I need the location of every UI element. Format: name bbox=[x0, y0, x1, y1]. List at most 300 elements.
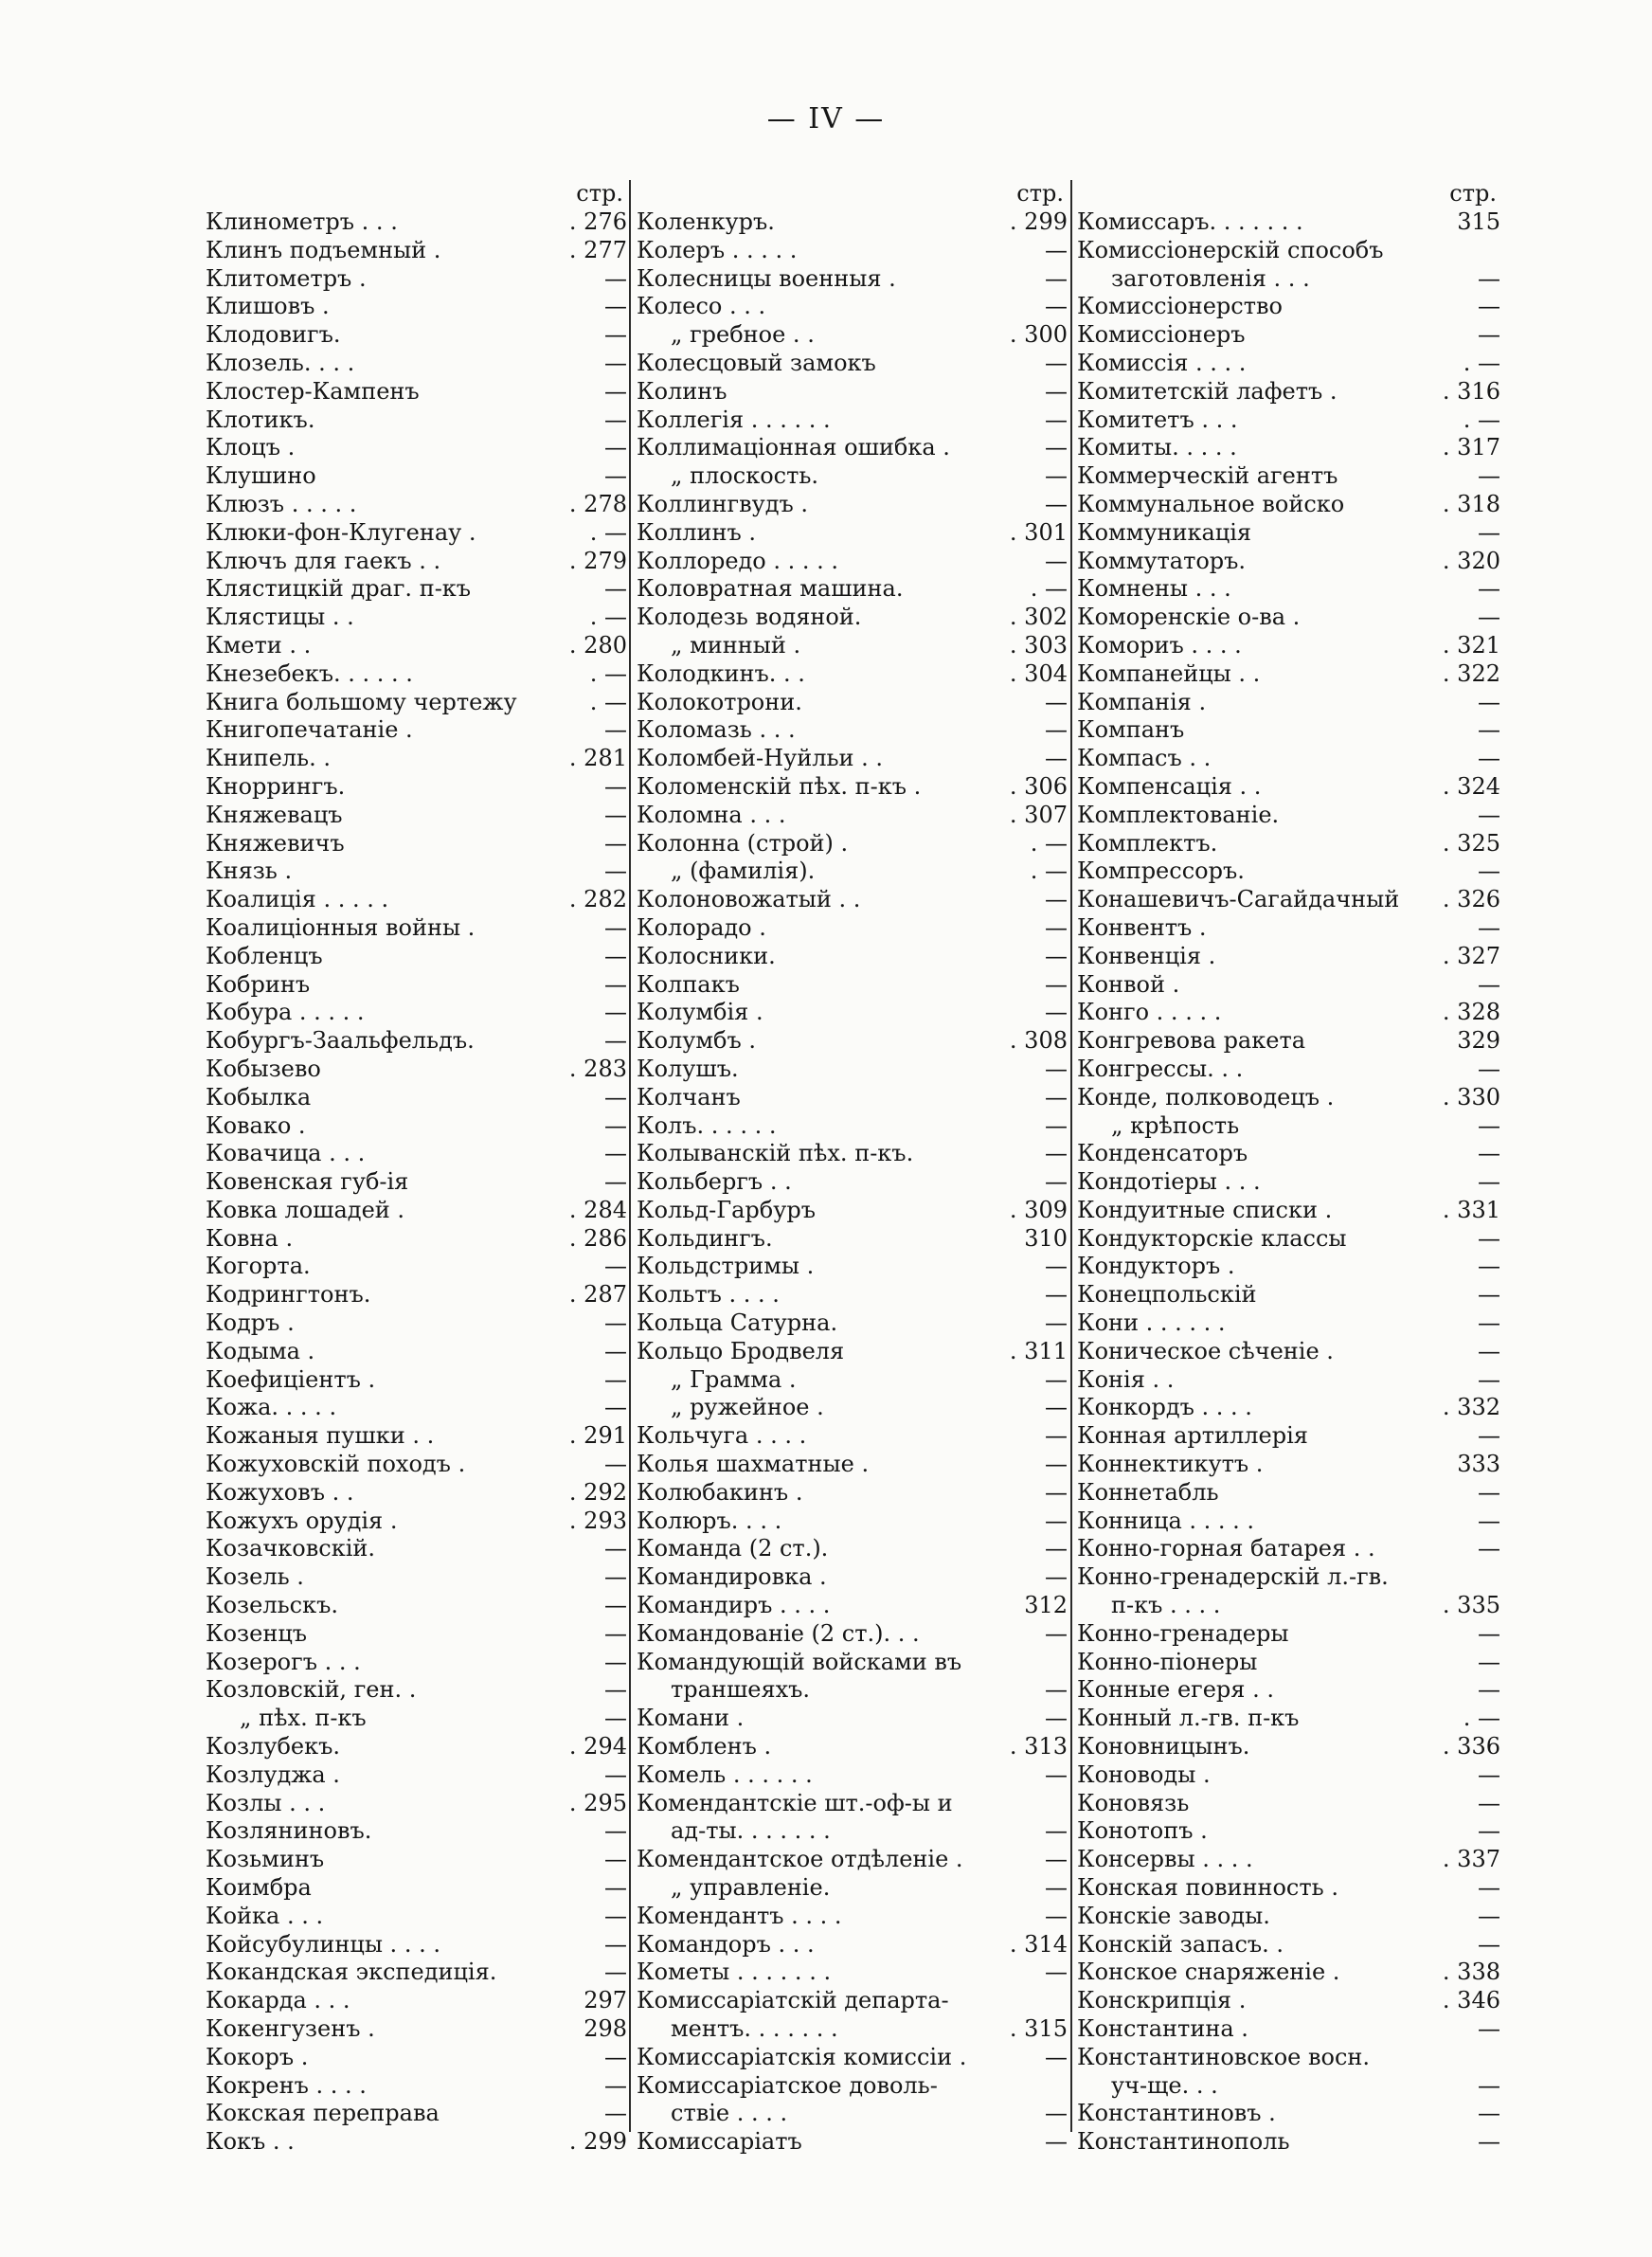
entry-page-number: . 276 bbox=[568, 208, 627, 235]
entry-title: Комель . . . . . . bbox=[637, 1760, 813, 1788]
entry-title: Кожуховъ . . bbox=[206, 1478, 354, 1506]
entry-page-number: — bbox=[604, 2071, 627, 2099]
entry-title: Кобургъ-Заальфельдъ. bbox=[206, 1027, 475, 1055]
entry-page-number: — bbox=[604, 321, 627, 349]
index-entry bbox=[637, 802, 1068, 830]
index-entry bbox=[206, 2100, 627, 2128]
index-entry bbox=[206, 886, 627, 914]
entry-title: Комиссаріатскій департа- bbox=[637, 1987, 949, 2014]
entry-page-number: . 303 bbox=[1009, 631, 1068, 659]
entry-page-number: — bbox=[1478, 1111, 1500, 1139]
index-entry bbox=[1077, 378, 1500, 406]
entry-page-number: — bbox=[604, 1253, 627, 1280]
entry-title: Кобринъ bbox=[206, 970, 311, 998]
entry-title: Комиты. . . . . bbox=[1077, 434, 1237, 461]
entry-title: Комитетъ . . . bbox=[1077, 406, 1238, 433]
entry-page-number: . 282 bbox=[568, 886, 627, 913]
entry-title: Конкордъ . . . . bbox=[1077, 1394, 1252, 1421]
index-entry bbox=[206, 2072, 627, 2101]
entry-page-number: — bbox=[1478, 1902, 1500, 1929]
entry-title: „ крѣпость bbox=[1111, 1111, 1240, 1139]
entry-title: Конно-гренадерскій л.-гв. bbox=[1077, 1563, 1389, 1591]
entry-page-number: — bbox=[1478, 2128, 1500, 2156]
index-entry bbox=[637, 2128, 1068, 2157]
column-page-label: стр. bbox=[576, 180, 623, 207]
entry-page-number: . — bbox=[1463, 349, 1500, 376]
entry-page-number: — bbox=[604, 1140, 627, 1167]
index-entry bbox=[1077, 1959, 1500, 1987]
entry-page-number: — bbox=[604, 1959, 627, 1986]
entry-title: Книга большому чертежу bbox=[206, 688, 517, 715]
index-entry bbox=[1077, 886, 1500, 914]
index-entry bbox=[637, 886, 1068, 914]
index-entry bbox=[206, 1338, 627, 1366]
entry-page-number: . 294 bbox=[568, 1733, 627, 1760]
entry-page-number: — bbox=[1478, 2100, 1500, 2127]
index-entry bbox=[1077, 773, 1500, 802]
entry-title: Компрессоръ. bbox=[1077, 858, 1245, 885]
entry-page-number: — bbox=[1478, 745, 1500, 772]
entry-title: Компанія . bbox=[1077, 688, 1207, 715]
entry-title: Колчанъ bbox=[637, 1083, 741, 1110]
entry-page-number: . 304 bbox=[1009, 659, 1068, 687]
entry-title: Козельскъ. bbox=[206, 1592, 338, 1619]
entry-title: Комиссаріатъ bbox=[637, 2128, 802, 2156]
index-entry bbox=[637, 1422, 1068, 1451]
entry-title: Кобызево bbox=[206, 1055, 321, 1082]
entry-title: Коморенскіе о-ва . bbox=[1077, 604, 1301, 631]
entry-title: Команда (2 ст.). bbox=[637, 1535, 829, 1562]
index-entry bbox=[1077, 1508, 1500, 1536]
index-entry bbox=[1077, 1112, 1500, 1141]
entry-page-number: — bbox=[1478, 1140, 1500, 1167]
index-entry bbox=[637, 1027, 1068, 1056]
entry-page-number: 312 bbox=[1024, 1592, 1068, 1619]
entry-title: „ управленіе. bbox=[671, 1874, 831, 1902]
entry-title: Козловскій, ген. . bbox=[206, 1676, 417, 1704]
entry-title: Консервы . . . . bbox=[1077, 1846, 1253, 1873]
entry-page-number: . 308 bbox=[1009, 1027, 1068, 1055]
entry-page-number: — bbox=[1045, 942, 1068, 969]
entry-page-number: . 283 bbox=[568, 1055, 627, 1082]
index-entry bbox=[637, 1649, 1068, 1677]
entry-page-number: — bbox=[1045, 745, 1068, 772]
entry-title: Княжевичъ bbox=[206, 829, 345, 857]
index-entry bbox=[206, 1903, 627, 1931]
entry-title: Комбленъ . bbox=[637, 1733, 772, 1760]
entry-title: Комендантъ . . . . bbox=[637, 1902, 842, 1929]
entry-page-number: — bbox=[1045, 236, 1068, 263]
entry-page-number: — bbox=[1478, 1365, 1500, 1393]
entry-page-number: — bbox=[1478, 1676, 1500, 1704]
index-entry bbox=[1077, 406, 1500, 435]
entry-title: Кольд-Гарбуръ bbox=[637, 1196, 816, 1223]
entry-title: Комиссіонерскій способъ bbox=[1077, 236, 1384, 263]
index-entry bbox=[637, 716, 1068, 745]
index-entry bbox=[206, 1846, 627, 1874]
entry-title: Конде, полководецъ . bbox=[1077, 1083, 1335, 1110]
entry-title: Конгрессы. . . bbox=[1077, 1055, 1244, 1082]
entry-page-number: — bbox=[604, 293, 627, 320]
index-entry bbox=[1077, 462, 1500, 491]
entry-title: Константиновское восн. bbox=[1077, 2043, 1371, 2070]
entry-title: Комитетскій лафетъ . bbox=[1077, 377, 1338, 405]
index-entry bbox=[637, 1790, 1068, 1818]
entry-title: Компасъ . . bbox=[1077, 745, 1212, 772]
entry-page-number: — bbox=[604, 913, 627, 941]
entry-title: Конвенція . bbox=[1077, 942, 1216, 969]
entry-title: Койка . . . bbox=[206, 1902, 324, 1929]
entry-title: Козенцъ bbox=[206, 1619, 308, 1647]
entry-title: Конскіе заводы. bbox=[1077, 1902, 1270, 1929]
entry-page-number: . 281 bbox=[568, 745, 627, 772]
index-entry bbox=[1077, 1394, 1500, 1422]
entry-title: Конго . . . . . bbox=[1077, 999, 1222, 1026]
index-entry bbox=[1077, 350, 1500, 378]
entry-title: Кожа. . . . . bbox=[206, 1394, 337, 1421]
entry-title: Коллегія . . . . . . bbox=[637, 406, 831, 433]
entry-title: Колокотрони. bbox=[637, 688, 802, 715]
index-entry bbox=[206, 1761, 627, 1790]
entry-page-number: — bbox=[604, 1902, 627, 1929]
index-entry bbox=[637, 462, 1068, 491]
entry-title: Кольца Сатурна. bbox=[637, 1309, 838, 1337]
column-page-label: стр. bbox=[1449, 180, 1497, 207]
index-entry bbox=[637, 1705, 1068, 1733]
entry-title: Козьминъ bbox=[206, 1846, 325, 1873]
index-entry bbox=[637, 604, 1068, 632]
index-entry bbox=[637, 1931, 1068, 1959]
index-entry bbox=[637, 293, 1068, 321]
entry-title: Комиссаріатское доволь- bbox=[637, 2071, 938, 2099]
entry-page-number: — bbox=[1478, 913, 1500, 941]
entry-title: Ключъ для гаекъ . . bbox=[206, 547, 441, 574]
index-entry bbox=[637, 1281, 1068, 1309]
column-page-label: стр. bbox=[1016, 180, 1064, 207]
entry-page-number: — bbox=[1045, 688, 1068, 715]
entry-title: Клястицы . . bbox=[206, 604, 354, 631]
index-entry bbox=[206, 378, 627, 406]
index-entry bbox=[206, 462, 627, 491]
entry-title: Колюръ. . . . bbox=[637, 1507, 782, 1534]
entry-page-number: . 320 bbox=[1442, 547, 1500, 574]
index-entry bbox=[1077, 434, 1500, 462]
entry-title: Колесницы военныя . bbox=[637, 264, 896, 292]
entry-page-number: — bbox=[604, 1337, 627, 1364]
entry-page-number: — bbox=[1045, 1168, 1068, 1196]
entry-title: Комориъ . . . . bbox=[1077, 631, 1242, 659]
entry-title: Клодовигъ. bbox=[206, 321, 341, 349]
index-entry bbox=[206, 1676, 627, 1705]
entry-title: Комани . bbox=[637, 1705, 745, 1732]
entry-title: Кнезебекъ. . . . . . bbox=[206, 659, 413, 687]
entry-title: Кодыма . bbox=[206, 1337, 315, 1364]
entry-title: Коммуникація bbox=[1077, 518, 1252, 546]
entry-page-number: — bbox=[1478, 688, 1500, 715]
entry-title: Командиръ . . . . bbox=[637, 1592, 831, 1619]
index-entry bbox=[206, 716, 627, 745]
index-entry bbox=[637, 971, 1068, 1000]
entry-title: Кобура . . . . . bbox=[206, 999, 365, 1026]
index-entry bbox=[1077, 2044, 1500, 2072]
entry-title: Константинополь bbox=[1077, 2128, 1290, 2156]
index-entry bbox=[637, 632, 1068, 660]
index-entry bbox=[1077, 689, 1500, 717]
index-entry bbox=[637, 1563, 1068, 1592]
index-entry bbox=[637, 1874, 1068, 1903]
entry-title: Клишовъ . bbox=[206, 293, 330, 320]
entry-page-number: 297 bbox=[584, 1987, 627, 2014]
entry-page-number: — bbox=[604, 2100, 627, 2127]
index-entry bbox=[1077, 293, 1500, 321]
index-entry bbox=[1077, 1761, 1500, 1790]
entry-title: Кольчуга . . . . bbox=[637, 1422, 807, 1450]
entry-title: Коннетабль bbox=[1077, 1478, 1219, 1506]
entry-page-number: . 299 bbox=[1009, 208, 1068, 235]
entry-title: Колодкинъ. . . bbox=[637, 659, 805, 687]
index-entry bbox=[206, 971, 627, 1000]
index-entry bbox=[637, 265, 1068, 294]
entry-title: Княжевацъ bbox=[206, 801, 343, 828]
entry-page-number: — bbox=[1045, 293, 1068, 320]
index-entry bbox=[637, 378, 1068, 406]
entry-page-number: . 327 bbox=[1442, 942, 1500, 969]
index-entry bbox=[206, 1592, 627, 1620]
entry-page-number: . 316 bbox=[1442, 377, 1500, 405]
entry-title: Ковна . bbox=[206, 1224, 294, 1252]
entry-page-number: — bbox=[1478, 1874, 1500, 1902]
entry-page-number: — bbox=[1478, 801, 1500, 828]
page-header: — IV — bbox=[766, 102, 886, 135]
index-entry bbox=[206, 491, 627, 519]
entry-title: Комиссіонеръ bbox=[1077, 321, 1246, 349]
entry-title: Клинометръ . . . bbox=[206, 208, 398, 235]
entry-page-number: . 307 bbox=[1009, 801, 1068, 828]
entry-title: Кондукторскіе классы bbox=[1077, 1224, 1347, 1252]
entry-page-number: — bbox=[1045, 1676, 1068, 1704]
index-entry bbox=[1077, 971, 1500, 1000]
entry-page-number: . 315 bbox=[1009, 2015, 1068, 2042]
entry-title: Коммунальное войско bbox=[1077, 490, 1345, 517]
index-entry bbox=[637, 1253, 1068, 1281]
index-entry bbox=[637, 830, 1068, 858]
entry-page-number: — bbox=[1478, 1535, 1500, 1562]
index-entry bbox=[1077, 858, 1500, 886]
entry-title: Кобленцъ bbox=[206, 942, 323, 969]
entry-page-number: — bbox=[1478, 1930, 1500, 1958]
index-entry bbox=[637, 1479, 1068, 1508]
index-entry bbox=[1077, 1225, 1500, 1254]
entry-title: Колесцовый замокъ bbox=[637, 349, 876, 376]
entry-title: Коническое сѣченіе . bbox=[1077, 1337, 1334, 1364]
entry-title: Ковако . bbox=[206, 1111, 306, 1139]
entry-page-number: — bbox=[1045, 1760, 1068, 1788]
entry-page-number: — bbox=[604, 1563, 627, 1591]
entry-page-number: — bbox=[604, 1365, 627, 1393]
index-entry bbox=[1077, 745, 1500, 773]
entry-page-number: — bbox=[1045, 1535, 1068, 1562]
entry-title: Книпель. . bbox=[206, 745, 331, 772]
entry-page-number: — bbox=[604, 1676, 627, 1704]
index-entry bbox=[637, 1394, 1068, 1422]
entry-page-number: . 314 bbox=[1009, 1930, 1068, 1958]
index-entry bbox=[206, 1987, 627, 2015]
index-entry bbox=[1077, 1197, 1500, 1225]
index-entry bbox=[1077, 519, 1500, 548]
entry-page-number: — bbox=[1045, 1309, 1068, 1337]
index-entry bbox=[206, 548, 627, 576]
index-entry bbox=[206, 773, 627, 802]
index-entry bbox=[637, 1761, 1068, 1790]
entry-title: Командующій войсками въ bbox=[637, 1648, 962, 1675]
entry-title: Конашевичъ-Сагайдачный bbox=[1077, 886, 1400, 913]
index-entry bbox=[1077, 575, 1500, 604]
entry-page-number: — bbox=[604, 999, 627, 1026]
entry-page-number: — bbox=[1045, 1422, 1068, 1450]
index-entry bbox=[1077, 802, 1500, 830]
index-entry bbox=[637, 350, 1068, 378]
index-entry bbox=[637, 1084, 1068, 1112]
entry-page-number: . 326 bbox=[1442, 886, 1500, 913]
entry-title: Коновницынъ. bbox=[1077, 1733, 1250, 1760]
index-entry bbox=[1077, 2128, 1500, 2157]
entry-title: Клястицкій драг. п-къ bbox=[206, 575, 472, 603]
index-entry bbox=[206, 1225, 627, 1254]
entry-title: Конные егеря . . bbox=[1077, 1676, 1274, 1704]
index-entry bbox=[206, 321, 627, 350]
entry-title: Колыванскій пѣх. п-къ. bbox=[637, 1140, 914, 1167]
index-entry bbox=[206, 1197, 627, 1225]
index-entry bbox=[1077, 1931, 1500, 1959]
entry-title: Козлуджа . bbox=[206, 1760, 340, 1788]
entry-title: Кольтъ . . . . bbox=[637, 1281, 780, 1309]
entry-title: Кодръ . bbox=[206, 1309, 295, 1337]
entry-title: Когорта. bbox=[206, 1253, 311, 1280]
entry-title: Конское снаряженіе . bbox=[1077, 1959, 1340, 1986]
index-entry bbox=[637, 1338, 1068, 1366]
entry-page-number: — bbox=[604, 1874, 627, 1902]
entry-page-number: — bbox=[1478, 293, 1500, 320]
entry-page-number: — bbox=[1478, 1309, 1500, 1337]
entry-page-number: . 291 bbox=[568, 1422, 627, 1450]
entry-page-number: — bbox=[1478, 1817, 1500, 1845]
entry-title: Кольбергъ . . bbox=[637, 1168, 792, 1196]
entry-title: Комиссіонерство bbox=[1077, 293, 1283, 320]
entry-title: Кмети . . bbox=[206, 631, 312, 659]
entry-page-number: . — bbox=[589, 688, 627, 715]
index-entry bbox=[637, 237, 1068, 265]
entry-page-number: — bbox=[1478, 1253, 1500, 1280]
index-entry bbox=[1077, 1535, 1500, 1563]
entry-title: Колеръ . . . . . bbox=[637, 236, 798, 263]
entry-title: „ пѣх. п-къ bbox=[240, 1705, 367, 1732]
index-entry bbox=[206, 1705, 627, 1733]
entry-page-number: — bbox=[604, 1027, 627, 1055]
entry-title: Комиссаріатскія комиссіи . bbox=[637, 2043, 967, 2070]
entry-title: ментъ. . . . . . . bbox=[671, 2015, 838, 2042]
entry-page-number: — bbox=[1478, 264, 1500, 292]
entry-page-number: . 300 bbox=[1009, 321, 1068, 349]
entry-title: Коллимаціонная ошибка . bbox=[637, 434, 950, 461]
entry-title: траншеяхъ. bbox=[671, 1676, 811, 1704]
entry-page-number: — bbox=[604, 264, 627, 292]
entry-page-number: . 328 bbox=[1442, 999, 1500, 1026]
entry-title: Комплектованіе. bbox=[1077, 801, 1280, 828]
entry-page-number: — bbox=[1045, 1846, 1068, 1873]
index-entry bbox=[206, 1817, 627, 1846]
entry-title: Кожаныя пушки . . bbox=[206, 1422, 435, 1450]
entry-title: Коловратная машина. bbox=[637, 575, 904, 603]
entry-page-number: — bbox=[1045, 462, 1068, 490]
entry-title: Колодезь водяной. bbox=[637, 604, 862, 631]
entry-title: Коммерческій агентъ bbox=[1077, 462, 1338, 490]
entry-page-number: — bbox=[1478, 1224, 1500, 1252]
index-entry bbox=[637, 548, 1068, 576]
entry-title: Клинъ подъемный . bbox=[206, 236, 441, 263]
index-entry bbox=[206, 265, 627, 294]
entry-title: Клюки-фон-Клугенау . bbox=[206, 518, 476, 546]
index-entry bbox=[1077, 1592, 1500, 1620]
index-entry bbox=[637, 1309, 1068, 1338]
entry-page-number: — bbox=[1478, 1648, 1500, 1675]
index-entry bbox=[1077, 830, 1500, 858]
index-entry bbox=[637, 2100, 1068, 2128]
index-entry bbox=[1077, 2100, 1500, 2128]
entry-page-number: — bbox=[1478, 1507, 1500, 1534]
index-entry bbox=[1077, 1563, 1500, 1592]
entry-title: Коефиціентъ . bbox=[206, 1365, 376, 1393]
entry-page-number: . 313 bbox=[1009, 1733, 1068, 1760]
entry-page-number: — bbox=[1045, 1817, 1068, 1845]
entry-title: Коломазь . . . bbox=[637, 716, 796, 744]
entry-title: Кокандская экспедиція. bbox=[206, 1959, 497, 1986]
entry-title: Комнены . . . bbox=[1077, 575, 1231, 603]
entry-page-number: — bbox=[1045, 1451, 1068, 1478]
entry-page-number: — bbox=[1045, 886, 1068, 913]
index-entry bbox=[637, 999, 1068, 1027]
entry-page-number: — bbox=[1045, 1111, 1068, 1139]
entry-page-number: — bbox=[604, 1648, 627, 1675]
entry-title: Ковачица . . . bbox=[206, 1140, 366, 1167]
index-entry bbox=[206, 434, 627, 462]
entry-page-number: — bbox=[1045, 547, 1068, 574]
entry-title: Колпакъ bbox=[637, 970, 740, 998]
index-entry bbox=[637, 1676, 1068, 1705]
entry-page-number: — bbox=[604, 2043, 627, 2070]
entry-title: Компанъ bbox=[1077, 716, 1185, 744]
entry-title: Клозель. . . . bbox=[206, 349, 355, 376]
entry-page-number: — bbox=[1478, 1760, 1500, 1788]
entry-title: Кометы . . . . . . . bbox=[637, 1959, 832, 1986]
entry-page-number: — bbox=[1478, 575, 1500, 603]
entry-title: Кольдстримы . bbox=[637, 1253, 815, 1280]
index-entry bbox=[1077, 321, 1500, 350]
entry-page-number: — bbox=[1045, 1055, 1068, 1082]
index-entry bbox=[637, 943, 1068, 971]
entry-title: Клоцъ . bbox=[206, 434, 296, 461]
entry-title: Кокская переправа bbox=[206, 2100, 440, 2127]
entry-page-number: — bbox=[604, 1846, 627, 1873]
index-entry bbox=[637, 1817, 1068, 1846]
entry-page-number: . 284 bbox=[568, 1196, 627, 1223]
entry-title: Колорадо . bbox=[637, 913, 766, 941]
entry-page-number: — bbox=[1045, 264, 1068, 292]
entry-title: Коммутаторъ. bbox=[1077, 547, 1247, 574]
index-entry bbox=[637, 1366, 1068, 1395]
entry-page-number: — bbox=[1478, 604, 1500, 631]
entry-title: Коноводы . bbox=[1077, 1760, 1211, 1788]
entry-page-number: — bbox=[604, 1705, 627, 1732]
